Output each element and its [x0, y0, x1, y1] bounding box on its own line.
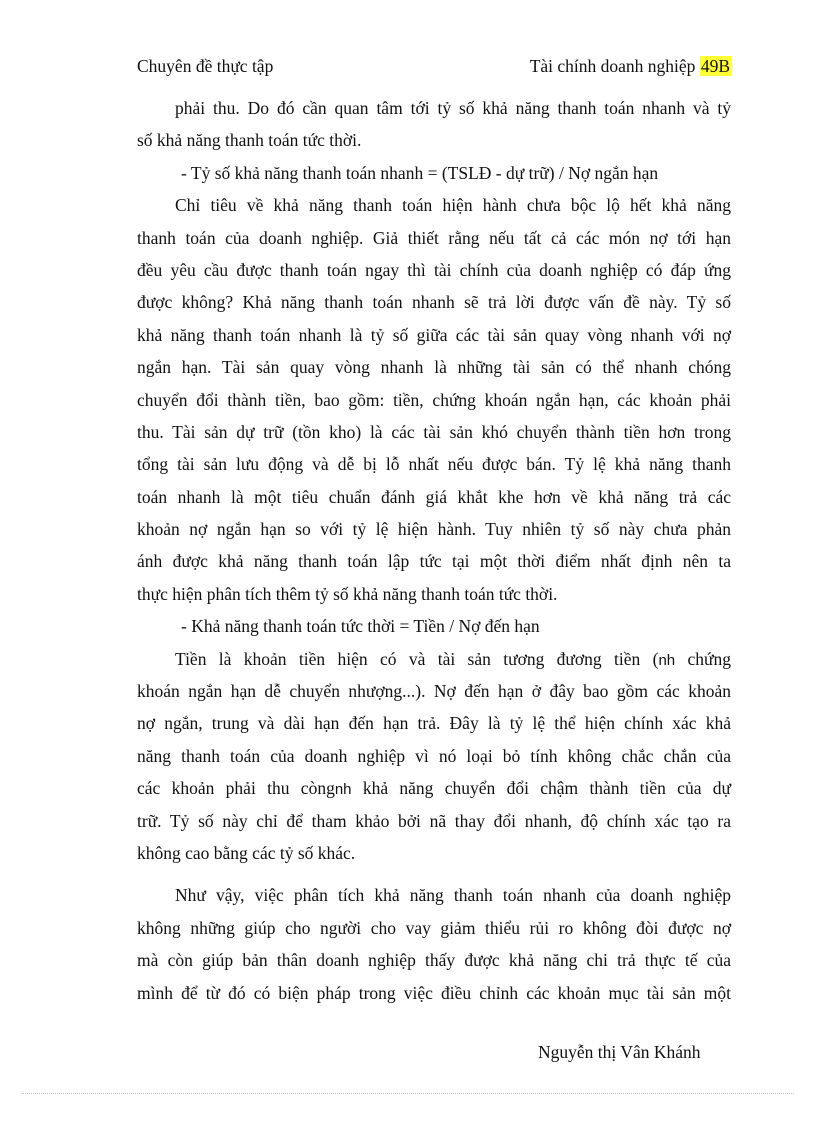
- author-signature: Nguyễn thị Vân Khánh: [538, 1042, 701, 1062]
- text-line: thanh toán của doanh nghiệp. Giả thiết rằng nếu tất cả các món nợ tới hạn: [137, 227, 731, 248]
- header-course: [530, 56, 731, 77]
- text-line: - Tỷ số khả năng thanh toán nhanh = (TSLĐ - dự trữ) / Nợ ngắn hạn: [181, 162, 659, 183]
- text-line: toán nhanh là một tiêu chuẩn đánh giá khắt khe hơn về khả năng trả các: [137, 486, 731, 507]
- page-bottom-divider: [22, 1093, 794, 1094]
- text-line: mình để từ đó có biện pháp trong việc điều chỉnh các khoản mục tài sản một: [137, 982, 731, 1003]
- text-line: ánh được khả năng thanh toán lập tức tại một thời điểm nhất định nên ta: [137, 551, 731, 572]
- text-line: số khả năng thanh toán tức thời.: [137, 130, 362, 151]
- text-line: năng thanh toán của doanh nghiệp vì nó loại bỏ tính không chắc chắn của: [137, 745, 731, 766]
- text-line: được không? Khả năng thanh toán nhanh sẽ trả lời được vấn đề này. Tỷ số: [137, 292, 731, 313]
- header-class-highlight: 49B: [700, 56, 730, 76]
- text-line: - Khả năng thanh toán tức thời = Tiền / Nợ đến hạn: [181, 616, 540, 637]
- text-block-1: [137, 92, 731, 643]
- text-line: tổng tài sản lưu động và dễ bị lỗ nhất nếu được bán. Tỷ lệ khả năng thanh: [137, 454, 731, 475]
- paragraph-conclusion: [137, 879, 731, 1009]
- text-line: phải thu. Do đó cần quan tâm tới tỷ số khả năng thanh toán nhanh và tỷ: [175, 98, 731, 118]
- page-header: [137, 56, 731, 84]
- text-line: mà còn giúp bản thân doanh nghiệp thấy được khả năng chi trả thực tế của: [137, 950, 731, 971]
- paragraph-cash-ratio: [137, 643, 731, 870]
- text-line: thu. Tài sản dự trữ (tồn kho) là các tài sản khó chuyển thành tiền hơn trong: [137, 421, 731, 442]
- text-line: không cao bằng các tỷ số khác.: [137, 842, 356, 863]
- document-body: [137, 92, 731, 1009]
- header-topic: Chuyên đề thực tập: [137, 56, 274, 76]
- text-line: Chỉ tiêu về khả năng thanh toán hiện hành chưa bộc lộ hết khả năng: [175, 195, 731, 216]
- text-line: đều yêu cầu được thanh toán ngay thì tài chính của doanh nghiệp có đáp ứng: [137, 259, 731, 280]
- text-line: các khoản phải thu còngnh khả năng chuyển đổi chậm thành tiền của dự: [137, 778, 732, 799]
- text-line: Tiền là khoản tiền hiện có và tài sản tương đương tiền (nh chứng: [175, 648, 731, 669]
- text-line: trữ. Tỷ số này chỉ để tham khảo bởi nã thay đổi nhanh, độ chính xác tạo ra: [137, 810, 731, 831]
- text-line: Như vậy, việc phân tích khả năng thanh toán nhanh của doanh nghiệp: [175, 885, 731, 906]
- header-course-name: Tài chính doanh nghiệp: [529, 56, 696, 76]
- text-line: khoán ngắn hạn dễ chuyển nhượng...). Nợ đến hạn ở đây bao gồm các khoản: [137, 681, 731, 702]
- text-line: khả năng thanh toán nhanh là tỷ số giữa các tài sản quay vòng nhanh với nợ: [137, 324, 731, 345]
- text-line: chuyển đổi thành tiền, bao gồm: tiền, chứng khoán ngắn hạn, các khoản phải: [137, 389, 731, 410]
- text-line: khoản nợ ngắn hạn so với tỷ lệ hiện hành. Tuy nhiên tỷ số này chưa phản: [137, 519, 731, 540]
- paragraph-spacer: [137, 869, 731, 879]
- text-line: không những giúp cho người cho vay giảm thiểu rủi ro không đòi được nợ: [137, 917, 731, 938]
- text-line: thực hiện phân tích thêm tỷ số khả năng thanh toán tức thời.: [137, 583, 558, 604]
- text-line: nợ ngắn, trung và dài hạn đến hạn trả. Đây là tỷ lệ thể hiện chính xác khả: [137, 713, 731, 734]
- text-line: ngắn hạn. Tài sản quay vòng nhanh là những tài sản có thể nhanh chóng: [137, 357, 731, 378]
